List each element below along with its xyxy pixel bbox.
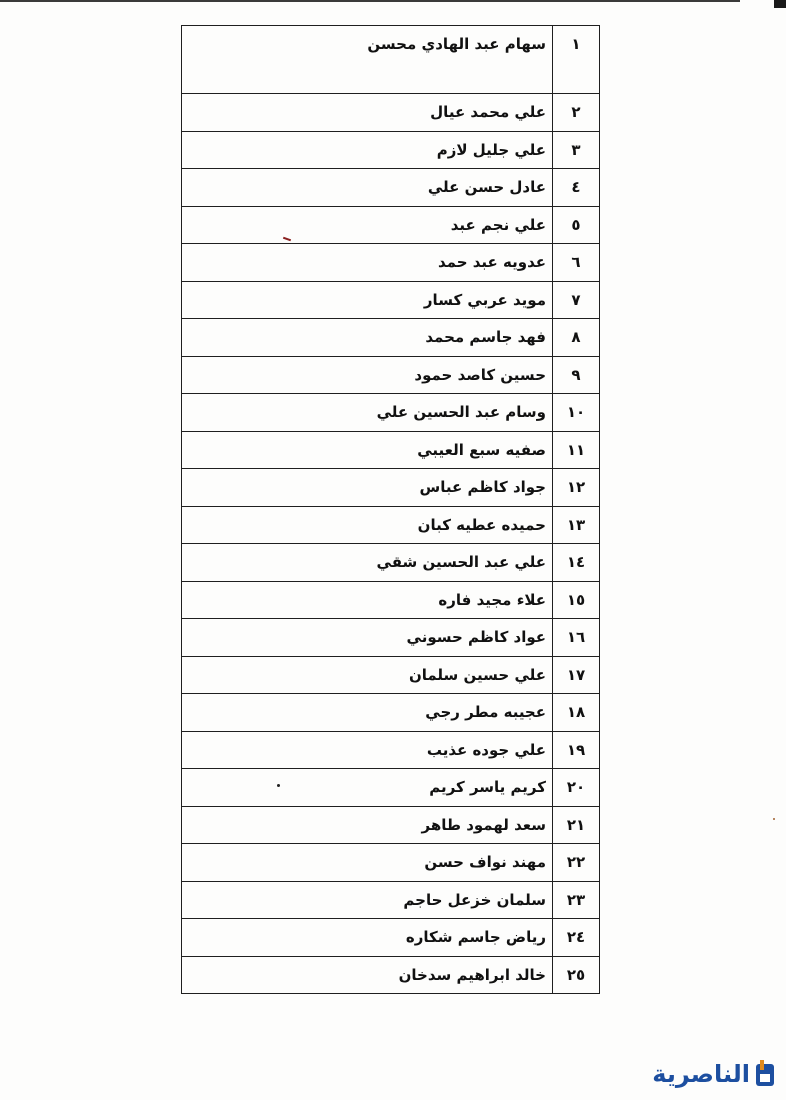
table-row [182,206,600,244]
row-number: ١٩ [553,731,600,769]
row-number: ٦ [553,244,600,282]
row-number: ١٠ [553,394,600,432]
table-row [182,769,600,807]
table-row [182,431,600,469]
table-row [182,469,600,507]
table-row [182,244,600,282]
row-number: ٢ [553,94,600,132]
person-name: علي محمد عيال [182,94,553,132]
news-logo-text: الناصرية [652,1060,750,1088]
names-table [181,25,600,994]
table-row [182,544,600,582]
row-number: ١٣ [553,506,600,544]
scan-dot [773,818,775,820]
scan-dot [277,784,280,787]
table-row [182,169,600,207]
person-name: مويد عربي كسار [182,281,553,319]
table-row [182,619,600,657]
person-name: صفيه سبع العيبي [182,431,553,469]
person-name: مهند نواف حسن [182,844,553,882]
row-number: ١٢ [553,469,600,507]
person-name: عواد كاظم حسوني [182,619,553,657]
person-name: حسين كاصد حمود [182,356,553,394]
row-number: ٢٢ [553,844,600,882]
row-number: ٨ [553,319,600,357]
person-name: فهد جاسم محمد [182,319,553,357]
person-name: علي عبد الحسين شقي [182,544,553,582]
table-row [182,881,600,919]
table-row [182,956,600,994]
row-number: ٧ [553,281,600,319]
person-name: كريم ياسر كريم [182,769,553,807]
person-name: عادل حسن علي [182,169,553,207]
person-name: عجيبه مطر رجي [182,694,553,732]
person-name: علاء مجيد فاره [182,581,553,619]
table-row [182,694,600,732]
table-row [182,844,600,882]
person-name: سلمان خزعل حاجم [182,881,553,919]
person-name: علي حسين سلمان [182,656,553,694]
table-row [182,394,600,432]
top-edge-line [0,0,740,2]
table-row [182,131,600,169]
person-name: علي جوده عذيب [182,731,553,769]
person-name: عدويه عبد حمد [182,244,553,282]
table-row [182,281,600,319]
news-logo [652,1054,778,1094]
person-name: حميده عطيه كبان [182,506,553,544]
table-row [182,806,600,844]
row-number: ١٨ [553,694,600,732]
table-row [182,919,600,957]
row-number: ٤ [553,169,600,207]
table-row [182,656,600,694]
row-number: ٣ [553,131,600,169]
table-row [182,731,600,769]
person-name: رياض جاسم شكاره [182,919,553,957]
table-row [182,356,600,394]
row-number: ٥ [553,206,600,244]
table-row [182,94,600,132]
table-row [182,506,600,544]
row-number: ٢٣ [553,881,600,919]
row-number: ١٦ [553,619,600,657]
row-number: ٢٠ [553,769,600,807]
person-name: سهام عبد الهادي محسن [182,26,553,94]
row-number: ٢١ [553,806,600,844]
person-name: سعد لهمود طاهر [182,806,553,844]
row-number: ٢٤ [553,919,600,957]
person-name: علي جليل لازم [182,131,553,169]
person-name: خالد ابراهيم سدخان [182,956,553,994]
row-number: ١٧ [553,656,600,694]
table-row [182,581,600,619]
row-number: ١٥ [553,581,600,619]
news-logo-icon [754,1058,778,1090]
table-row [182,319,600,357]
person-name: جواد كاظم عباس [182,469,553,507]
row-number: ١ [553,26,600,94]
row-number: ١٤ [553,544,600,582]
person-name: علي نجم عبد [182,206,553,244]
row-number: ٢٥ [553,956,600,994]
corner-mark [774,0,786,8]
row-number: ٩ [553,356,600,394]
table-row [182,26,600,94]
row-number: ١١ [553,431,600,469]
person-name: وسام عبد الحسين علي [182,394,553,432]
